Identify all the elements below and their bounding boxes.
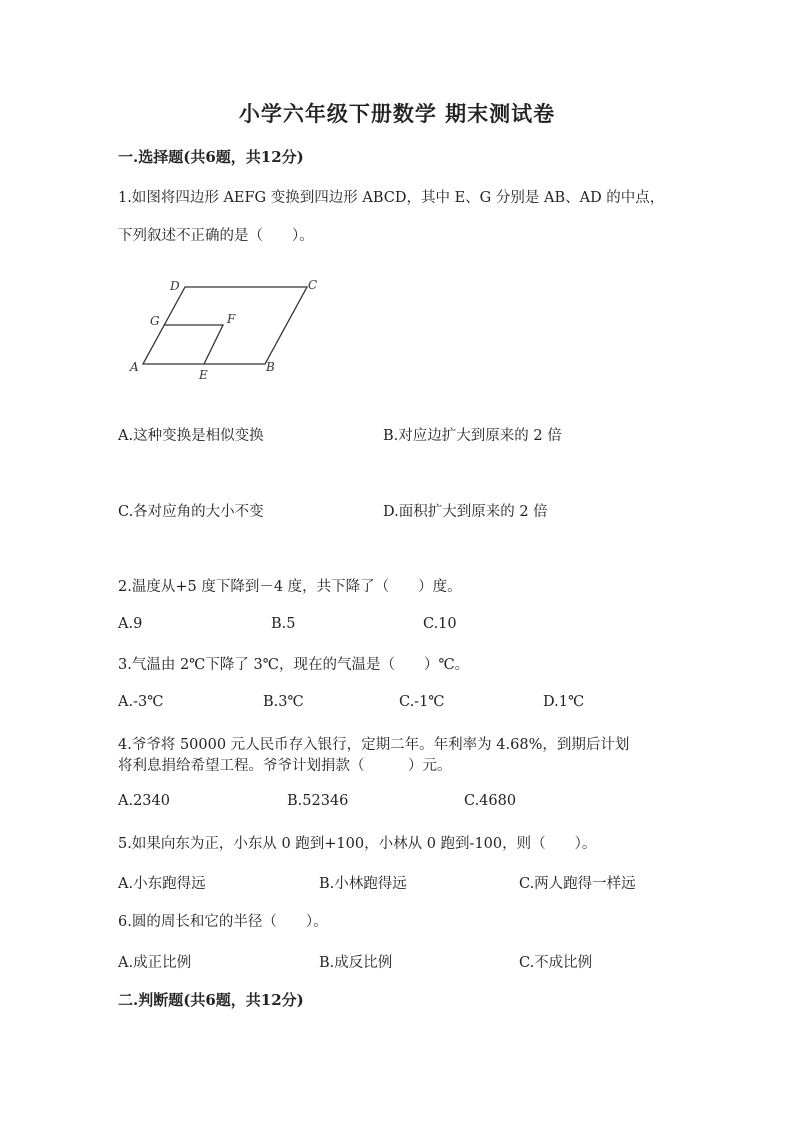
figure-label-a: A bbox=[130, 360, 139, 374]
figure-label-c: C bbox=[308, 278, 318, 292]
question-6-option-a: A.成正比例 bbox=[118, 955, 192, 971]
question-3-option-b: B.3℃ bbox=[263, 694, 304, 710]
parallelogram-aefg-inner bbox=[164, 325, 223, 364]
figure-label-e: E bbox=[199, 368, 208, 382]
figure-label-b: B bbox=[266, 360, 275, 374]
question-3-option-d: D.1℃ bbox=[543, 694, 585, 710]
page-title: 小学六年级下册数学 期末测试卷 bbox=[238, 101, 556, 126]
question-5-option-b: B.小林跑得远 bbox=[319, 876, 407, 892]
question-2-option-b: B.5 bbox=[271, 616, 296, 632]
question-6-option-b: B.成反比例 bbox=[319, 955, 393, 971]
figure-label-d: D bbox=[170, 279, 180, 293]
question-4-option-a: A.2340 bbox=[118, 793, 170, 809]
question-5-option-c: C.两人跑得一样远 bbox=[519, 876, 636, 892]
question-4-line-1: 4.爷爷将 50000 元人民币存入银行，定期二年。年利率为 4.68%，到期后计划 bbox=[118, 737, 630, 753]
question-1-option-b: B.对应边扩大到原来的 2 倍 bbox=[383, 428, 562, 444]
question-3-option-c: C.-1℃ bbox=[399, 694, 445, 710]
question-4-line-2: 将利息捐给希望工程。爷爷计划捐款（ ）元。 bbox=[118, 758, 452, 774]
question-6-line-1: 6.圆的周长和它的半径（ ）。 bbox=[118, 914, 328, 930]
question-4-option-c: C.4680 bbox=[464, 793, 517, 809]
question-5-line-1: 5.如果向东为正，小东从 0 跑到+100，小林从 0 跑到-100，则（ ）。 bbox=[118, 836, 597, 852]
question-6-option-c: C.不成比例 bbox=[519, 955, 593, 971]
question-1-option-c: C.各对应角的大小不变 bbox=[118, 504, 264, 520]
section-heading-choice: 一.选择题(共6题，共12分) bbox=[118, 148, 304, 166]
question-2-option-c: C.10 bbox=[423, 616, 457, 632]
question-1-line-2: 下列叙述不正确的是（ ）。 bbox=[118, 228, 314, 244]
question-3-option-a: A.-3℃ bbox=[118, 694, 164, 710]
figure-label-g: G bbox=[150, 314, 160, 328]
parallelogram-figure bbox=[120, 272, 330, 384]
question-1-option-d: D.面积扩大到原来的 2 倍 bbox=[383, 504, 548, 520]
question-2-option-a: A.9 bbox=[118, 616, 143, 632]
question-2-line-1: 2.温度从+5 度下降到－4 度，共下降了（ ）度。 bbox=[118, 579, 462, 595]
question-3-line-1: 3.气温由 2℃下降了 3℃，现在的气温是（ ）℃。 bbox=[118, 657, 470, 673]
question-5-option-a: A.小东跑得远 bbox=[118, 876, 206, 892]
section-heading-judgement: 二.判断题(共6题，共12分) bbox=[118, 991, 304, 1009]
question-1-line-1: 1.如图将四边形 AEFG 变换到四边形 ABCD，其中 E、G 分别是 AB、AD 的中点， bbox=[118, 190, 665, 206]
question-1-option-a: A.这种变换是相似变换 bbox=[118, 428, 264, 444]
figure-label-f: F bbox=[227, 312, 236, 326]
question-4-option-b: B.52346 bbox=[287, 793, 349, 809]
